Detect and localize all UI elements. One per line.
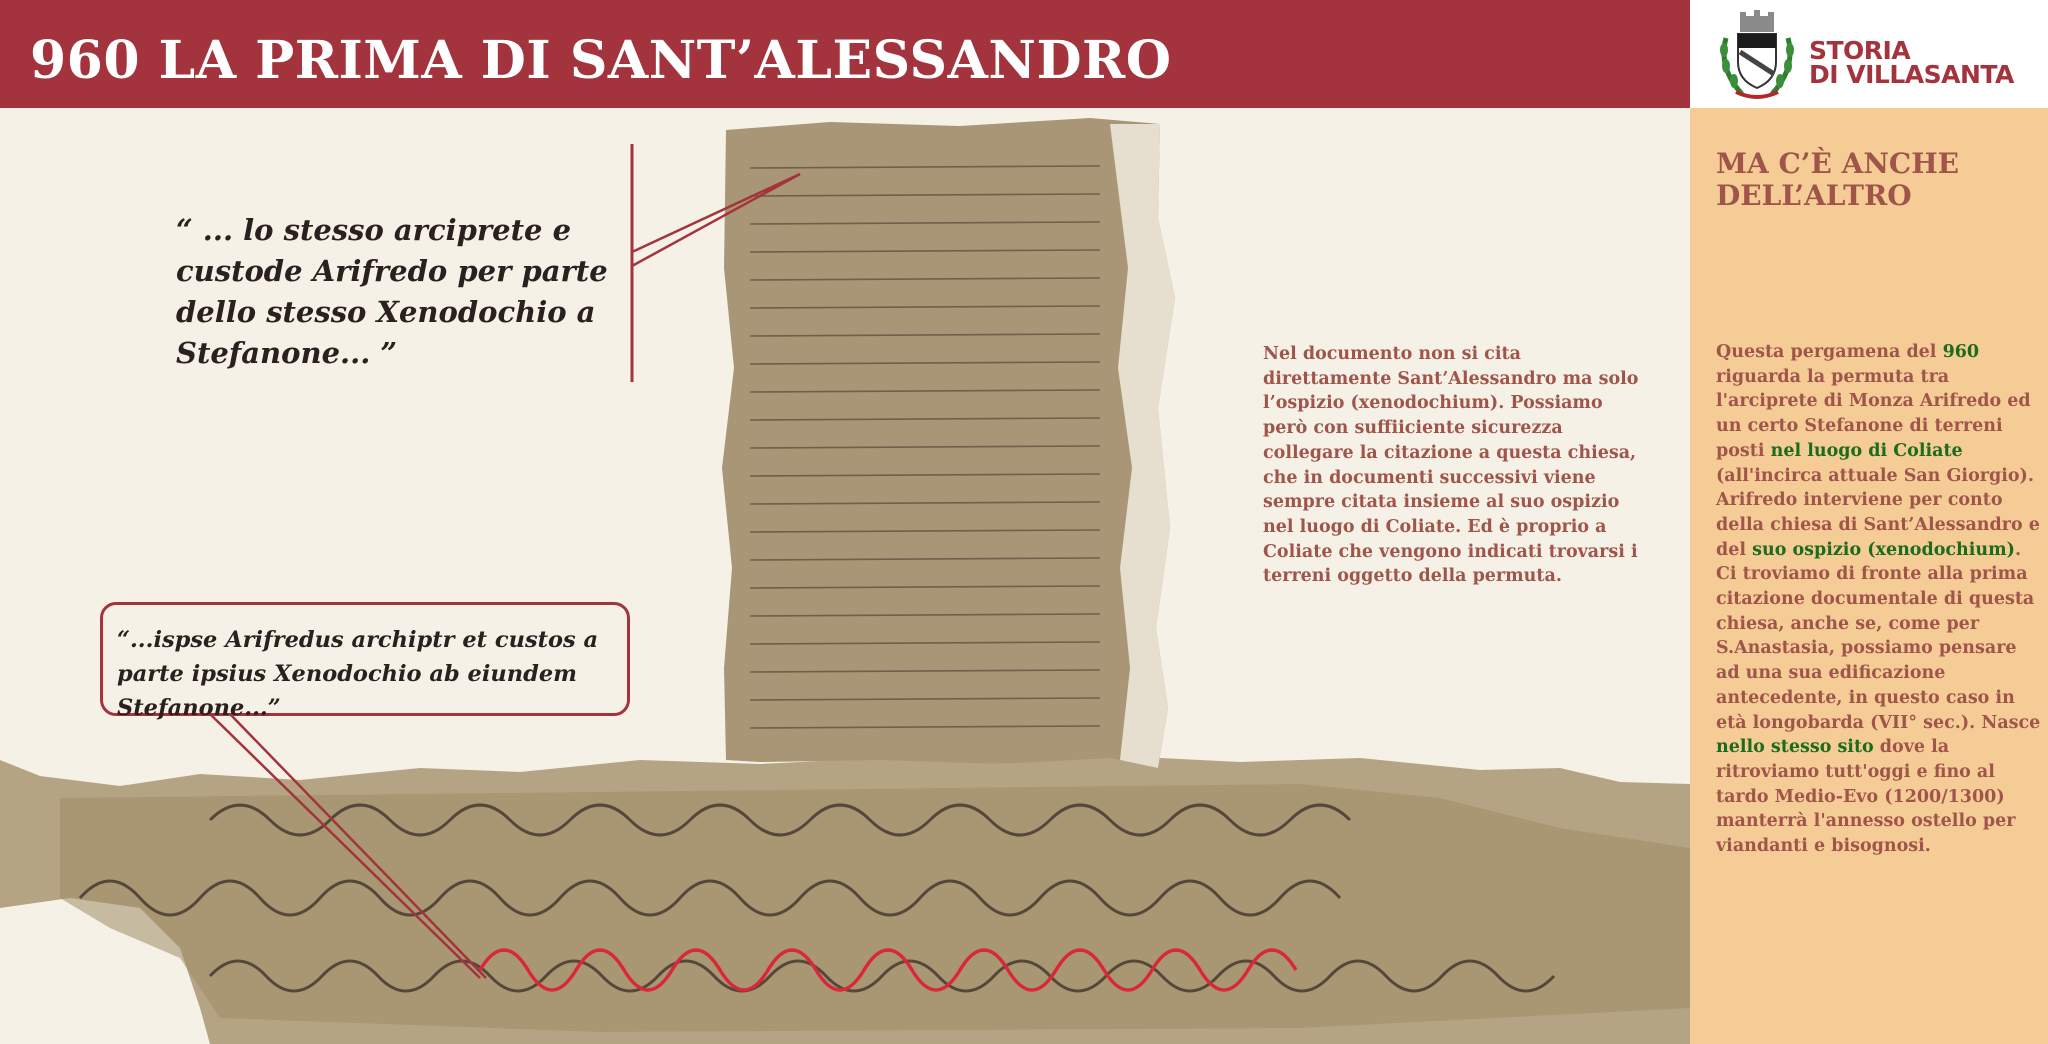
text-run: riguarda la permuta tra l'arciprete di Monza Arifredo ed un certo Stefanone di terreni posti (1716, 366, 2031, 461)
highlight-site: nello stesso sito (1716, 737, 1874, 758)
page-title: 960 LA PRIMA DI SANT’ALESSANDRO (30, 30, 1172, 91)
logo (1690, 0, 2048, 108)
side-panel (1690, 108, 2048, 1044)
highlight-hospice: suo ospizio (xenodochium) (1752, 539, 2015, 560)
text-run: (all'incirca attuale San Giorgio). Arifredo interviene per conto della chiesa di Sant’Alessandro e del (1716, 465, 2040, 560)
side-panel-heading: MA C’È ANCHE DELL’ALTRO (1716, 147, 1959, 212)
coat-of-arms-icon (1714, 8, 1800, 104)
logo-text-line2: DI VILLASANTA (1809, 60, 2014, 89)
latin-quote: “...ispse Arifredus archiptr et custos a parte ipsius Xenodochio ab eiundem Stefanone...” (117, 627, 599, 721)
text-run: Questa pergamena del (1716, 342, 1943, 362)
middle-paragraph: Nel documento non si cita direttamente Sant’Alessandro ma solo l’ospizio (xenodochium). Possiamo però con suffiiciente sicurezza collegare la citazione a questa chiesa, che in documenti successivi viene sempre citata insieme al suo ospizio nel luogo di Coliate. Ed è proprio a Coliate che vengono indicati trovarsi i terreni oggetto della permuta. (1263, 344, 1639, 587)
highlight-place: nel luogo di Coliate (1770, 440, 1963, 461)
text-run: . Ci troviamo di fronte alla prima citazione documentale di questa chiesa, anche se, come per S.Anastasia, possiamo pensare ad una sua edificazione antecedente, in questo caso in età longobarda (VII° sec.). Nasce (1716, 539, 2041, 733)
parchment-shade (60, 784, 1690, 1032)
text-run: dove la ritroviamo tutt'oggi e fino al tardo Medio-Evo (1200/1300) manterrà l'annesso ostello per viandanti e bisognosi. (1716, 737, 2016, 857)
italian-quote: “ ... lo stesso arciprete e custode Arifredo per parte dello stesso Xenodochio a Stefanone... ” (176, 213, 608, 370)
highlight-year: 960 (1942, 342, 1980, 362)
header-bar (0, 0, 1690, 108)
latin-quote-box (100, 602, 630, 721)
logo-text-line1: STORIA (1809, 36, 1911, 65)
side-panel-paragraph (1716, 340, 2046, 859)
